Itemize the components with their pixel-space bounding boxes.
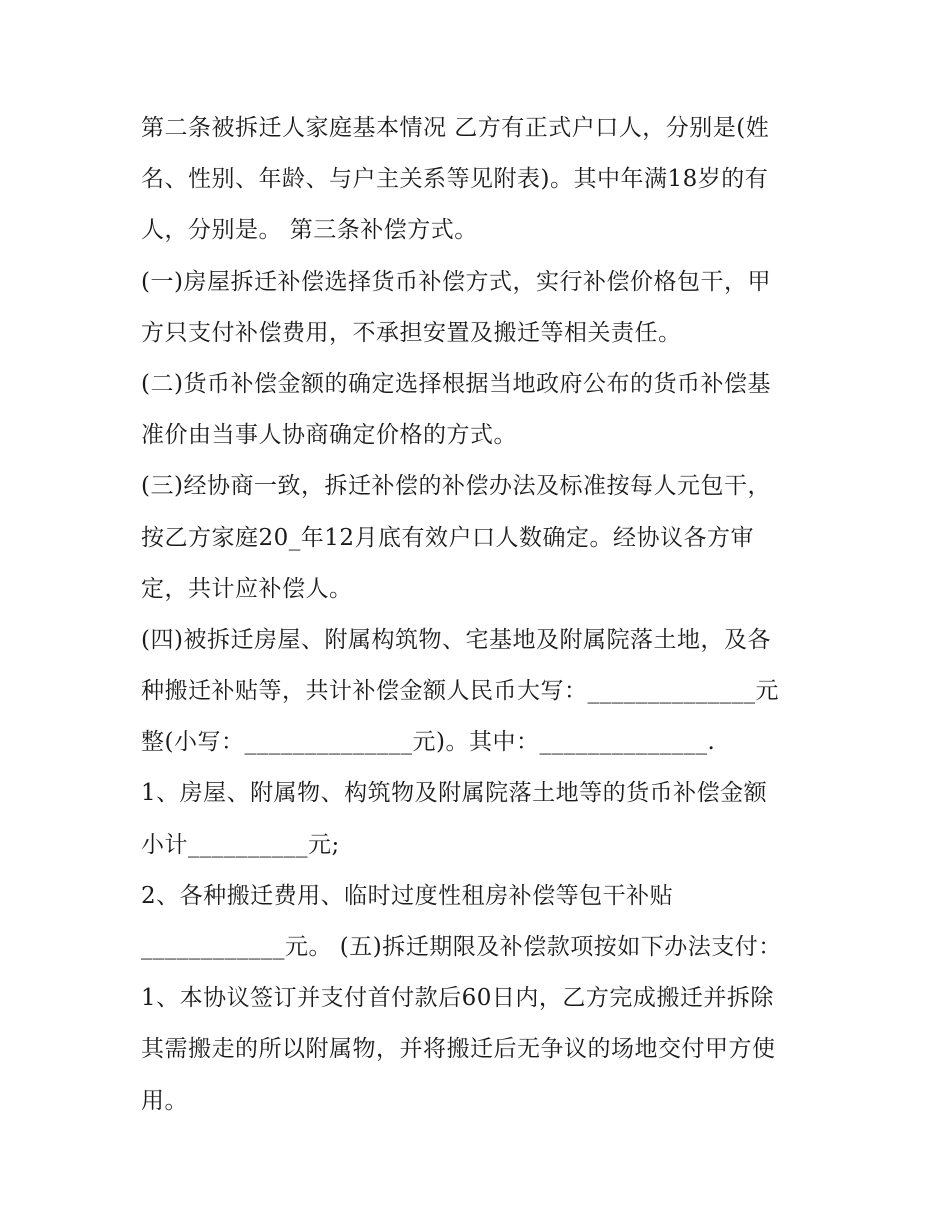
text-line-18: 1、本协议签订并支付首付款后60日内，乙方完成搬迁并拆除 bbox=[141, 985, 774, 1012]
text-line-19: 其需搬走的所以附属物，并将搬迁后无争议的场地交付甲方使 bbox=[141, 1036, 776, 1063]
text-line-6: (二)货币补偿金额的确定选择根据当地政府公布的货币补偿基 bbox=[141, 370, 771, 397]
text-line-10: 定，共计应补偿人。 bbox=[141, 575, 353, 602]
text-line-12: 种搬迁补贴等，共计补偿金额人民币大写：______________元 bbox=[141, 678, 779, 705]
text-line-20: 用。 bbox=[141, 1087, 188, 1114]
text-line-14: 1、房屋、附属物、构筑物及附属院落土地等的货币补偿金额 bbox=[141, 780, 768, 807]
text-line-11: (四)被拆迁房屋、附属构筑物、宅基地及附属院落土地，及各 bbox=[141, 626, 771, 653]
text-line-1: 第二条被拆迁人家庭基本情况 乙方有正式户口人，分别是(姓 bbox=[141, 115, 770, 141]
text-line-9: 按乙方家庭20_年12月底有效户口人数确定。经协议各方审 bbox=[141, 524, 755, 551]
text-line-5: 方只支付补偿费用，不承担安置及搬迁等相关责任。 bbox=[141, 319, 682, 346]
document-body bbox=[141, 103, 821, 1127]
text-line-15: 小计__________元; bbox=[141, 831, 340, 858]
text-line-8: (三)经协商一致，拆迁补偿的补偿办法及标准按每人元包干， bbox=[141, 473, 771, 500]
text-line-2: 名、性别、年龄、与户主关系等见附表)。其中年满18岁的有 bbox=[141, 166, 769, 193]
text-line-13: 整(小写：______________元)。其中：______________. bbox=[141, 729, 716, 756]
text-line-16: 2、各种搬迁费用、临时过度性租房补偿等包干补贴 bbox=[141, 882, 674, 909]
text-line-17: ____________元。 (五)拆迁期限及补偿款项按如下办法支付： bbox=[141, 934, 782, 960]
text-line-7: 准价由当事人协商确定价格的方式。 bbox=[141, 422, 517, 449]
text-line-3: 人，分别是。 第三条补偿方式。 bbox=[141, 217, 478, 244]
text-line-4: (一)房屋拆迁补偿选择货币补偿方式，实行补偿价格包干，甲 bbox=[141, 268, 771, 295]
